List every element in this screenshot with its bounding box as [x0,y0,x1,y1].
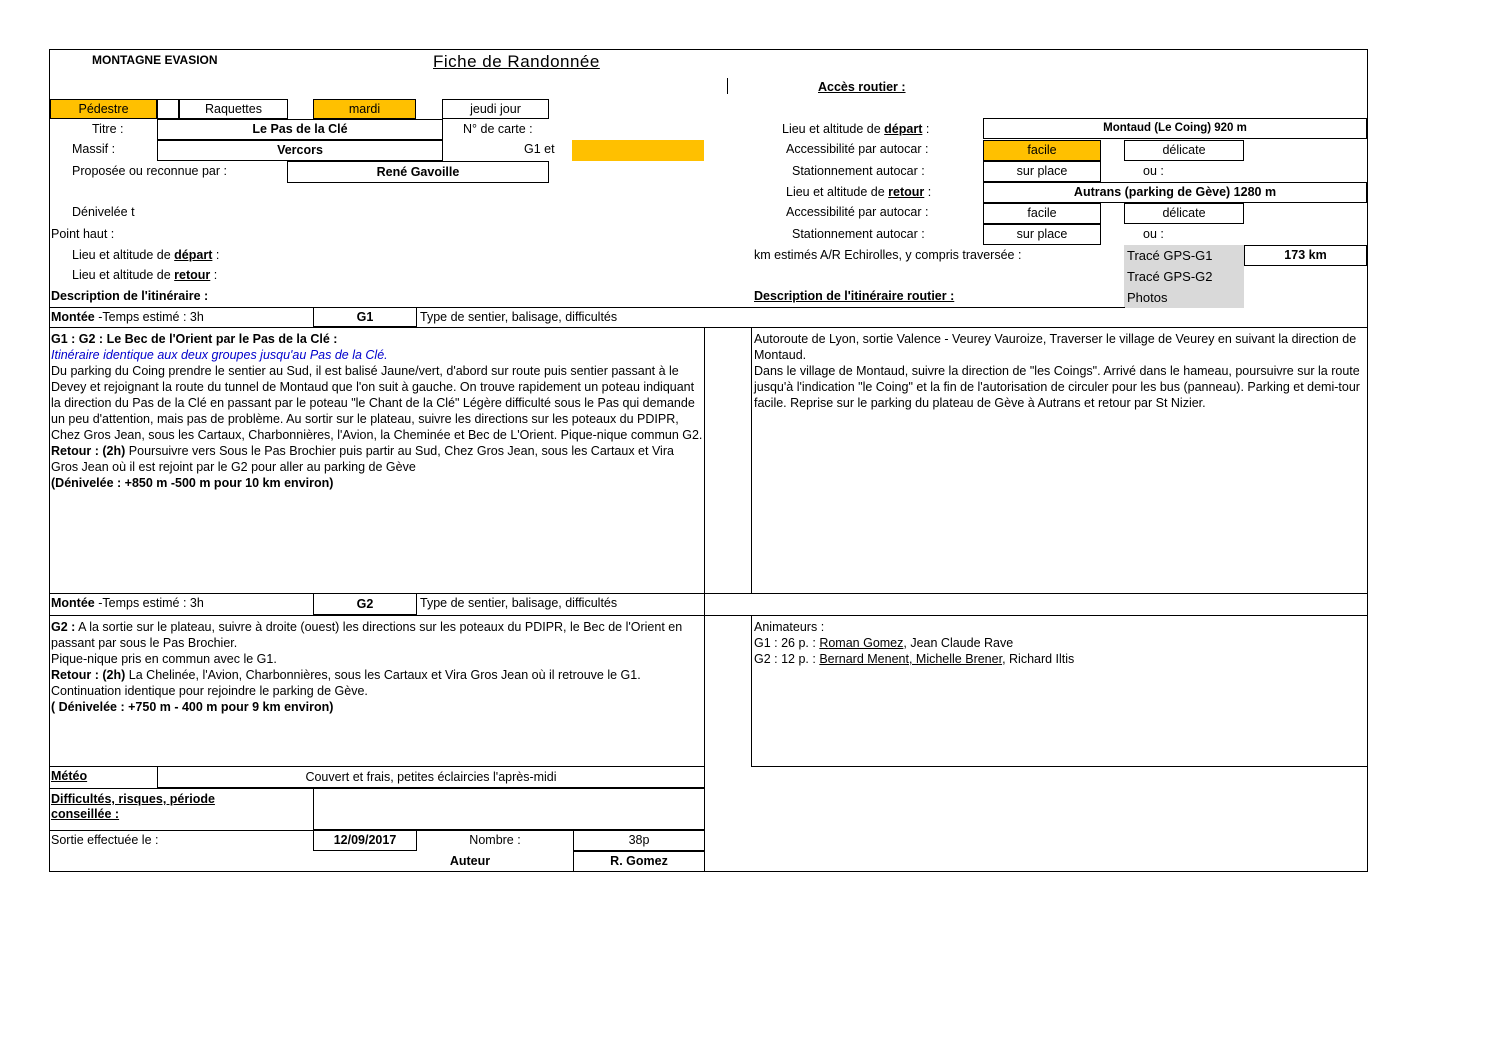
station1-ou: ou : [1143,164,1164,178]
g1-montee-label: Montée -Temps estimé : 3h [51,310,204,324]
g2-row-top-line [49,593,1368,594]
type-pedestre: Pédestre [50,99,157,119]
depart-value: Montaud (Le Coing) 920 m [983,118,1367,139]
difficultes-value [313,788,705,830]
station2-label: Stationnement autocar : [792,227,925,241]
access2-label: Accessibilité par autocar : [786,205,929,219]
sortie-label: Sortie effectuée le : [51,833,159,847]
g1-sentier-label: Type de sentier, balisage, difficultés [420,310,618,324]
nombre-value: 38p [573,830,705,851]
point-haut-label: Point haut : [51,227,115,241]
type-jeudi: jeudi jour [442,99,549,119]
massif-label: Massif : [72,142,116,156]
titre-label: Titre : [92,122,124,136]
g2-row-bottom-line [49,615,1368,616]
massif-value: Vercors [157,140,443,161]
photos-link[interactable]: Photos [1127,290,1168,305]
desc-itineraire-label: Description de l'itinéraire : [51,289,209,303]
gps-g2-link[interactable]: Tracé GPS-G2 [1127,269,1213,284]
type-mardi: mardi [313,99,416,119]
carte-highlight [572,140,704,161]
club-name: MONTAGNE EVASION [92,53,218,67]
retour-value: Autrans (parking de Gève) 1280 m [983,182,1367,203]
meteo-value: Couvert et frais, petites éclaircies l'après-midi [157,766,705,788]
meteo-label: Météo [51,769,88,783]
page-title: Fiche de Randonnée [433,52,600,71]
route-description: Autoroute de Lyon, sortie Valence - Veurey Vauroize, Traverser le village de Veurey en suivant la direction de Montaud. Dans le village de Montaud, suivre la direction de "les Coings". Arrivé dans le hameau, poursuivre sur la route jusqu'à l'indication "le Coing" et la fin de l'autorisation de circuler pour les bus (panneau). Parking et demi-tour facile. Reprise sur le parking du plateau de Gève à Autrans et retour par St Nizier. [754,332,1360,410]
station1-label: Stationnement autocar : [792,164,925,178]
sortie-date: 12/09/2017 [313,830,417,851]
proposee-label: Proposée ou reconnue par : [72,164,227,178]
titre-value: Le Pas de la Clé [157,119,443,140]
g1-description: G1 : G2 : Le Bec de l'Orient par le Pas de la Clé : Itinéraire identique aux deux groupes jusqu'au Pas de la Clé. Du parking du Coing prendre le sentier au Sud, il est balisé Jaune/vert, d'abord sur route puis sentier passant à le Devey et rejoignant la route du tunnel de Montaud que l'on suit à gauche. On trouve rapidement un poteau indiquant la direction du Pas de la Clé en passant par le poteau "le Chant de la Clé" Légère difficulté sous le Pas qui demande un peu d'attention, mais pas de problème. Au sortir sur le plateau, suivre les directions sur les poteaux du PDIPR, Chez Gros Jean, sous les Cartaux, Charbonnières, l'Avion, la Cheminée et Bec de L'Orient. Pique-nique commun G2. Retour : (2h) Poursuivre vers Sous le Pas Brochier puis partir au Sud, Chez Gros Jean, sous les Cartaux et Vira Gros Jean où il est rejoint par le G2 pour aller au parking de Gève (Dénivelée : +850 m -500 m pour 10 km environ) [51,332,703,490]
animateurs: Animateurs : G1 : 26 p. : Roman Gomez, Jean Claude Rave G2 : 12 p. : Bernard Menent, Michelle Brener, Richard Iltis [754,620,1075,666]
g1et-label: G1 et [524,142,555,156]
station2-sur-place: sur place [983,224,1101,245]
depart-label: Lieu et altitude de départ : [782,122,930,136]
auteur-label: Auteur [449,854,491,868]
lieu-retour-label: Lieu et altitude de retour : [72,268,218,282]
type-raquettes: Raquettes [179,99,288,119]
station1-sur-place: sur place [983,161,1101,182]
g1-row-bottom-line [49,327,1368,328]
km-label: km estimés A/R Echirolles, y compris traversée : [754,248,1022,262]
denivele-label: Dénivelée t [72,205,135,219]
g1-row-top-line [49,307,1125,308]
g2-description: G2 : A la sortie sur le plateau, suivre à droite (ouest) les directions sur les poteaux du PDIPR, le Bec de l'Orient en passant par sous le Pas Brochier. Pique-nique pris en commun avec le G1. Retour : (2h) La Chelinée, l'Avion, Charbonnières, sous les Cartaux et Vira Gros Jean où il retrouve le G1. Continuation identique pour rejoindre le parking de Gève. ( Dénivelée : +750 m - 400 m pour 9 km environ) [51,620,683,714]
cursor-mark [727,78,728,94]
carte-label: N° de carte : [463,122,533,136]
desc-routier-label: Description de l'itinéraire routier : [754,289,955,303]
col-line-c [751,615,752,767]
proposee-value: René Gavoille [287,161,549,183]
g2-montee-label: Montée -Temps estimé : 3h [51,596,204,610]
access1-delicate: délicate [1124,140,1244,161]
auteur-value: R. Gomez [573,851,705,872]
g2-group-label: G2 [313,593,417,615]
type-empty-box [157,99,179,119]
col-line-b [751,327,752,593]
station2-ou: ou : [1143,227,1164,241]
access2-facile: facile [983,203,1101,224]
km-value: 173 km [1244,245,1367,266]
difficultes-label: Difficultés, risques, période conseillée : [51,792,215,821]
lieu-depart-label: Lieu et altitude de départ : [72,248,220,262]
g1-group-label: G1 [313,307,417,327]
retour-label: Lieu et altitude de retour : [786,185,932,199]
gps-g1-link[interactable]: Tracé GPS-G1 [1127,248,1213,263]
access2-delicate: délicate [1124,203,1244,224]
g2-sentier-label: Type de sentier, balisage, difficultés [420,596,618,610]
access1-label: Accessibilité par autocar : [786,142,929,156]
access1-facile: facile [983,140,1101,161]
nombre-label: Nombre : [469,833,521,847]
animateurs-bottom-line [751,766,1368,767]
acces-title: Accès routier : [818,80,906,94]
